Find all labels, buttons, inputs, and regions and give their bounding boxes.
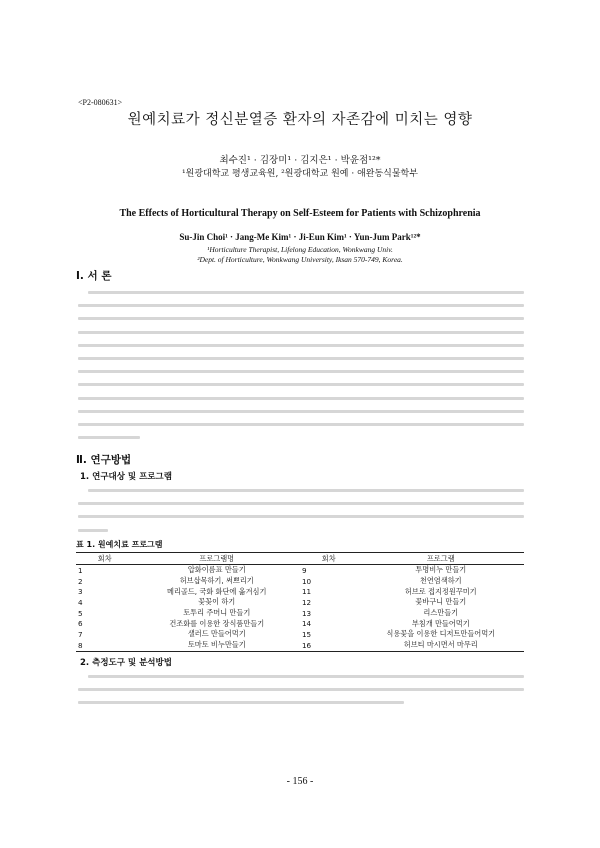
table-header-row xyxy=(76,553,524,565)
session-number: 12 xyxy=(301,597,312,607)
english-affiliation-line-2: ²Dept. of Horticulture, Wonkwang University, Iksan 570-749, Korea. xyxy=(197,254,403,264)
session-number: 16 xyxy=(301,640,312,650)
session-number: 8 xyxy=(78,640,83,650)
program-name: 샐러드 만들어먹기 xyxy=(187,629,246,639)
session-number: 4 xyxy=(78,597,83,607)
program-name: 허브삽목하기, 써쁘리기 xyxy=(179,576,254,586)
table-row xyxy=(76,608,524,619)
korean-title: 원예치료가 정신분열증 환자의 자존감에 미치는 영향 xyxy=(127,112,473,128)
session-number: 13 xyxy=(301,608,312,618)
subsection-1-heading: 1. 연구대상 및 프로그램 xyxy=(80,472,172,482)
abstract-code: <P2-080631> xyxy=(78,98,123,107)
program-name: 허브티 마시면서 마무리 xyxy=(403,640,478,650)
english-title: The Effects of Horticultural Therapy on Self-Esteem for Patients with Schizophrenia xyxy=(119,208,481,219)
subsection-2-heading: 2. 측정도구 및 분석방법 xyxy=(80,658,172,668)
table-row xyxy=(76,586,524,597)
subsection-1-paragraph xyxy=(78,484,524,537)
program-name: 리스만들기 xyxy=(423,608,459,618)
table-row xyxy=(76,618,524,629)
session-number: 5 xyxy=(78,608,83,618)
session-number: 3 xyxy=(78,587,83,597)
program-name: 건조화를 이용한 장식품만들기 xyxy=(169,618,265,628)
program-name: 토투리 주머니 만들기 xyxy=(183,608,251,618)
program-name: 압화이름표 만들기 xyxy=(187,565,246,575)
session-number: 10 xyxy=(301,576,312,586)
table-caption: 표 1. 원예치료 프로그램 xyxy=(76,540,163,549)
session-number: 7 xyxy=(78,629,83,639)
english-authors: Su-Jin Choi¹ · Jang-Me Kim¹ · Ji-Eun Kim¹ · Yun-Jum Park¹²* xyxy=(179,232,421,242)
english-affiliation xyxy=(0,245,600,264)
session-number: 15 xyxy=(301,629,312,639)
program-table xyxy=(76,552,524,652)
program-name: 부침개 만들어먹기 xyxy=(411,618,470,628)
page-number: - 156 - xyxy=(286,776,314,787)
session-number: 6 xyxy=(78,619,83,629)
session-number: 11 xyxy=(301,587,312,597)
introduction-paragraph xyxy=(78,286,524,444)
table-row xyxy=(76,597,524,608)
subsection-2-paragraph xyxy=(78,670,524,710)
session-number: 9 xyxy=(301,565,307,575)
korean-affiliation: ¹원광대학교 평생교육원, ²원광대학교 원예 · 애완동식물학부 xyxy=(182,169,418,179)
program-name: 토마토 비누만들기 xyxy=(187,640,246,650)
program-name: 허브로 접지정원꾸미기 xyxy=(404,586,477,596)
table-header-program: 프로그램 xyxy=(358,553,524,565)
program-name: 꽃바구니 만들기 xyxy=(415,597,467,607)
methods-heading: Ⅱ. 연구방법 xyxy=(76,454,132,466)
table-row xyxy=(76,629,524,640)
table-row xyxy=(76,565,524,576)
introduction-heading: Ⅰ. 서 론 xyxy=(76,270,112,282)
korean-authors: 최수진¹ · 김장미¹ · 김지은¹ · 박윤점¹²* xyxy=(219,155,381,166)
program-name: 꽃꽂이 하기 xyxy=(198,597,236,607)
program-name: 투명비누 만들기 xyxy=(415,565,467,575)
table-header-session: 회차 xyxy=(300,553,358,565)
english-affiliation-line-1: ¹Horticulture Therapist, Lifelong Education, Wonkwang Univ. xyxy=(207,245,393,254)
program-name: 식용꽃을 이용한 디저트만들어먹기 xyxy=(386,629,496,639)
table-row xyxy=(76,640,524,651)
session-number: 14 xyxy=(301,619,312,629)
session-number: 2 xyxy=(78,576,83,586)
table-header-program: 프로그램명 xyxy=(134,553,300,565)
table-header-session: 회차 xyxy=(76,553,134,565)
table-row xyxy=(76,576,524,587)
session-number: 1 xyxy=(78,565,83,575)
program-name: 천연염색하기 xyxy=(419,576,462,586)
program-name: 메리골드, 국화 화단에 옮겨심기 xyxy=(167,586,267,596)
